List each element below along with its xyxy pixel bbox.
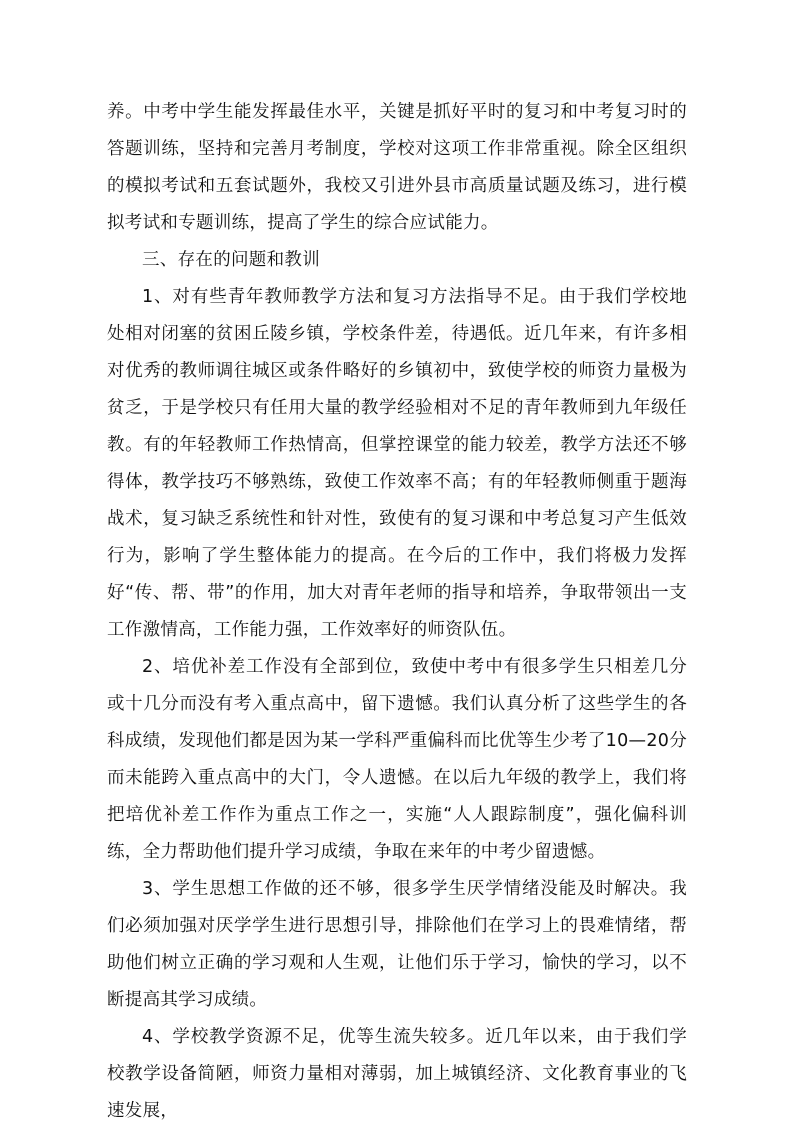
paragraph-item-2: 2、培优补差工作没有全部到位，致使中考中有很多学生只相差几分或十几分而没有考入重点高中，留下遗憾。我们认真分析了这些学生的各科成绩，发现他们都是因为某一学科严重偏科而比优等生少考了10—20分而未能跨入重点高中的大门，令人遗憾。在以后九年级的教学上，我们将把培优补差工作作为重点工作之一，实施“人人跟踪制度”，强化偏科训练，全力帮助他们提升学习成绩，争取在来年的中考少留遗憾。 — [107, 657, 687, 862]
paragraph-continuation: 养。中考中学生能发挥最佳水平，关键是抓好平时的复习和中考复习时的答题训练，坚持和完善月考制度，学校对这项工作非常重视。除全区组织的模拟考试和五套试题外，我校又引进外县市高质量试题及练习，进行模拟考试和专题训练，提高了学生的综合应试能力。 — [107, 102, 687, 233]
paragraph-item-4: 4、学校教学资源不足，优等生流失较多。近几年以来，由于我们学校教学设备简陋，师资力量相对薄弱，加上城镇经济、文化教育事业的飞速发展， — [107, 1027, 687, 1121]
section-heading-problems: 三、存在的问题和教训 — [142, 250, 320, 270]
paragraph-item-3: 3、学生思想工作做的还不够，很多学生厌学情绪没能及时解决。我们必须加强对厌学学生进行思想引导，排除他们在学习上的畏难情绪，帮助他们树立正确的学习观和人生观，让他们乐于学习，愉快的学习，以不断提高其学习成绩。 — [107, 879, 687, 1010]
paragraph-item-1: 1、对有些青年教师教学方法和复习方法指导不足。由于我们学校地处相对闭塞的贫困丘陵乡镇，学校条件差，待遇低。近几年来，有许多相对优秀的教师调往城区或条件略好的乡镇初中，致使学校的师资力量极为贫乏，于是学校只有任用大量的教学经验相对不足的青年教师到九年级任教。有的年轻教师工作热情高，但掌控课堂的能力较差，教学方法还不够得体，教学技巧不够熟练，致使工作效率不高；有的年轻教师侧重于题海战术，复习缺乏系统性和针对性，致使有的复习课和中考总复习产生低效行为，影响了学生整体能力的提高。在今后的工作中，我们将极力发挥好“传、帮、带”的作用，加大对青年老师的指导和培养，争取带领出一支工作激情高，工作能力强，工作效率好的师资队伍。 — [107, 287, 687, 640]
document-body — [107, 94, 687, 1130]
